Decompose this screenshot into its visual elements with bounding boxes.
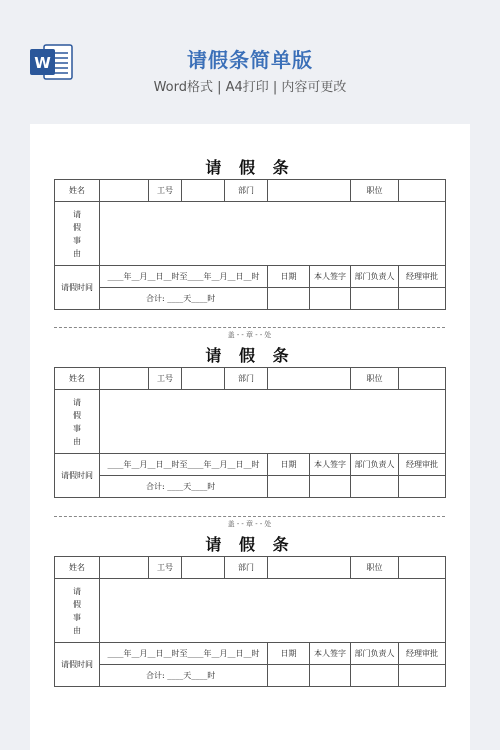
header bbox=[0, 0, 500, 110]
word-icon-letter: W bbox=[34, 54, 51, 72]
time-range[interactable]: ____年__月__日__时至____年__月__日__时 bbox=[100, 266, 268, 288]
dept-head-field[interactable] bbox=[351, 476, 399, 498]
id-label: 工号 bbox=[149, 557, 182, 579]
name-field[interactable] bbox=[100, 368, 149, 390]
name-field[interactable] bbox=[100, 180, 149, 202]
dept-label: 部门 bbox=[225, 180, 268, 202]
date-label: 日期 bbox=[268, 454, 310, 476]
self-sign-label: 本人签字 bbox=[310, 454, 351, 476]
leave-form-table bbox=[54, 556, 446, 687]
total-field[interactable]: 合计: ____天____时 bbox=[100, 476, 268, 498]
dept-field[interactable] bbox=[268, 368, 351, 390]
self-sign-field[interactable] bbox=[310, 476, 351, 498]
id-field[interactable] bbox=[182, 557, 225, 579]
page-subtitle: Word格式 | A4打印 | 内容可更改 bbox=[153, 80, 347, 95]
time-range[interactable]: ____年__月__日__时至____年__月__日__时 bbox=[100, 643, 268, 665]
form-title: 请 假 条 bbox=[205, 535, 295, 554]
reason-label: 请 假 事 由 bbox=[55, 202, 100, 266]
self-sign-field[interactable] bbox=[310, 665, 351, 687]
time-label: 请假时间 bbox=[55, 266, 100, 310]
time-range[interactable]: ____年__月__日__时至____年__月__日__时 bbox=[100, 454, 268, 476]
dept-field[interactable] bbox=[268, 180, 351, 202]
seal-text: 盖 - - 章 - - 处 bbox=[224, 520, 276, 528]
reason-field[interactable] bbox=[100, 579, 446, 643]
position-field[interactable] bbox=[399, 368, 446, 390]
leave-form-3 bbox=[30, 534, 470, 680]
leave-form-table bbox=[54, 367, 446, 498]
manager-label: 经理审批 bbox=[399, 454, 446, 476]
time-label: 请假时间 bbox=[55, 643, 100, 687]
self-sign-label: 本人签字 bbox=[310, 266, 351, 288]
id-field[interactable] bbox=[182, 368, 225, 390]
position-field[interactable] bbox=[399, 557, 446, 579]
reason-label: 请 假 事 由 bbox=[55, 579, 100, 643]
reason-label: 请 假 事 由 bbox=[55, 390, 100, 454]
dept-label: 部门 bbox=[225, 557, 268, 579]
id-field[interactable] bbox=[182, 180, 225, 202]
reason-field[interactable] bbox=[100, 202, 446, 266]
dept-head-field[interactable] bbox=[351, 665, 399, 687]
name-label: 姓名 bbox=[55, 180, 100, 202]
reason-field[interactable] bbox=[100, 390, 446, 454]
position-label: 职位 bbox=[351, 180, 399, 202]
name-field[interactable] bbox=[100, 557, 149, 579]
seal-text: 盖 - - 章 - - 处 bbox=[224, 331, 276, 339]
self-sign-label: 本人签字 bbox=[310, 643, 351, 665]
name-label: 姓名 bbox=[55, 368, 100, 390]
name-label: 姓名 bbox=[55, 557, 100, 579]
position-label: 职位 bbox=[351, 557, 399, 579]
date-field[interactable] bbox=[268, 476, 310, 498]
total-field[interactable]: 合计: ____天____时 bbox=[100, 288, 268, 310]
manager-label: 经理审批 bbox=[399, 643, 446, 665]
time-label: 请假时间 bbox=[55, 454, 100, 498]
dept-head-label: 部门负责人 bbox=[351, 643, 399, 665]
manager-field[interactable] bbox=[399, 476, 446, 498]
position-label: 职位 bbox=[351, 368, 399, 390]
dept-label: 部门 bbox=[225, 368, 268, 390]
self-sign-field[interactable] bbox=[310, 288, 351, 310]
date-field[interactable] bbox=[268, 665, 310, 687]
manager-field[interactable] bbox=[399, 288, 446, 310]
dept-head-field[interactable] bbox=[351, 288, 399, 310]
leave-form-1 bbox=[30, 157, 470, 303]
form-title: 请 假 条 bbox=[205, 346, 295, 365]
date-label: 日期 bbox=[268, 266, 310, 288]
date-field[interactable] bbox=[268, 288, 310, 310]
seal-divider bbox=[54, 511, 445, 528]
manager-field[interactable] bbox=[399, 665, 446, 687]
leave-form-2 bbox=[30, 345, 470, 491]
manager-label: 经理审批 bbox=[399, 266, 446, 288]
date-label: 日期 bbox=[268, 643, 310, 665]
page-title: 请假条简单版 bbox=[187, 48, 313, 72]
document-page bbox=[30, 124, 470, 750]
dept-field[interactable] bbox=[268, 557, 351, 579]
total-field[interactable]: 合计: ____天____时 bbox=[100, 665, 268, 687]
id-label: 工号 bbox=[149, 368, 182, 390]
position-field[interactable] bbox=[399, 180, 446, 202]
dept-head-label: 部门负责人 bbox=[351, 266, 399, 288]
id-label: 工号 bbox=[149, 180, 182, 202]
seal-divider bbox=[54, 322, 445, 339]
form-title: 请 假 条 bbox=[205, 158, 295, 177]
leave-form-table bbox=[54, 179, 446, 310]
dept-head-label: 部门负责人 bbox=[351, 454, 399, 476]
